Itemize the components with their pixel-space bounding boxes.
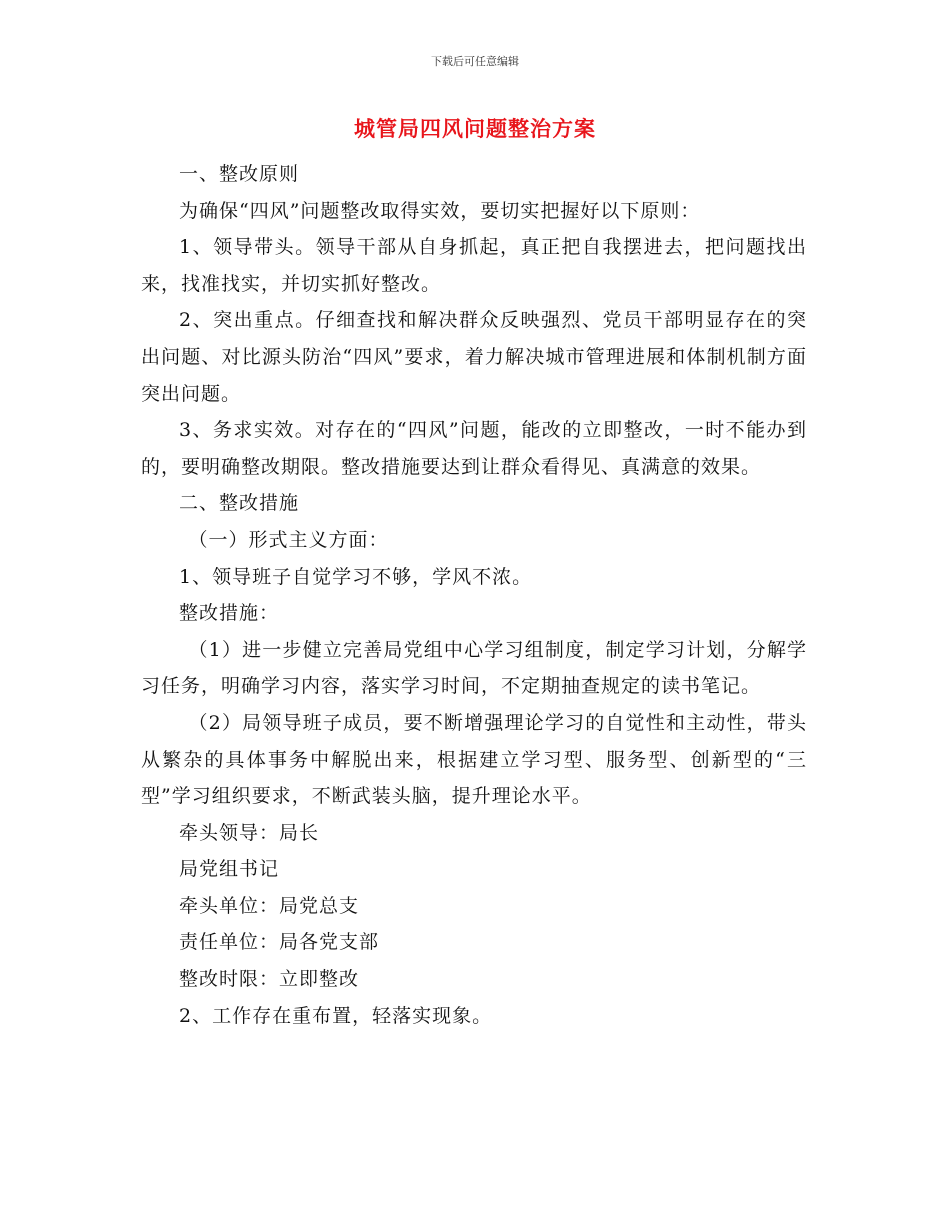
paragraph: 2、突出重点。仔细查找和解决群众反映强烈、党员干部明显存在的突出问题、对比源头防治“四风”要求，着力解决城市管理进展和体制机制方面突出问题。 [141,309,807,405]
paragraph: （2）局领导班子成员，要不断增强理论学习的自觉性和主动性，带头从繁杂的具体事务中解脱出来，根据建立学习型、服务型、创新型的“三型”学习组织要求，不断武装头脑，提升理论水平。 [141,711,807,808]
subsection-heading: （一）形式主义方面： [188,528,389,551]
paragraph: （1）进一步健立完善局党组中心学习组制度，制定学习计划，分解学习任务，明确学习内容，落实学习时间，不定期抽查规定的读书笔记。 [141,638,807,698]
paragraph: 2、工作存在重布置，轻落实现象。 [179,1004,493,1027]
document-title: 城管局四风问题整治方案 [354,116,596,141]
paragraph: 整改时限：立即整改 [179,968,360,991]
paragraph: 1、领导带头。领导干部从自身抓起，真正把自我摆进去，把问题找出来，找准找实，并切实抓好整改。 [141,236,807,295]
section-heading: 一、整改原则 [179,163,300,185]
paragraph: 责任单位：局各党支部 [179,931,380,954]
paragraph: 3、务求实效。对存在的“四风”问题，能改的立即整改，一时不能办到的，要明确整改期限。整改措施要达到让群众看得见、真满意的效果。 [141,419,807,478]
paragraph: 局党组书记 [179,858,280,881]
paragraph: 1、领导班子自觉学习不够，学风不浓。 [179,565,533,588]
document-body [141,156,807,1034]
header-note: 下载后可任意编辑 [431,55,519,68]
paragraph: 整改措施： [179,602,280,625]
paragraph: 牵头单位：局党总支 [179,894,360,917]
paragraph: 牵头领导：局长 [179,821,320,844]
paragraph: 为确保“四风”问题整改取得实效，要切实把握好以下原则： [179,199,701,222]
section-heading: 二、整改措施 [179,492,300,515]
